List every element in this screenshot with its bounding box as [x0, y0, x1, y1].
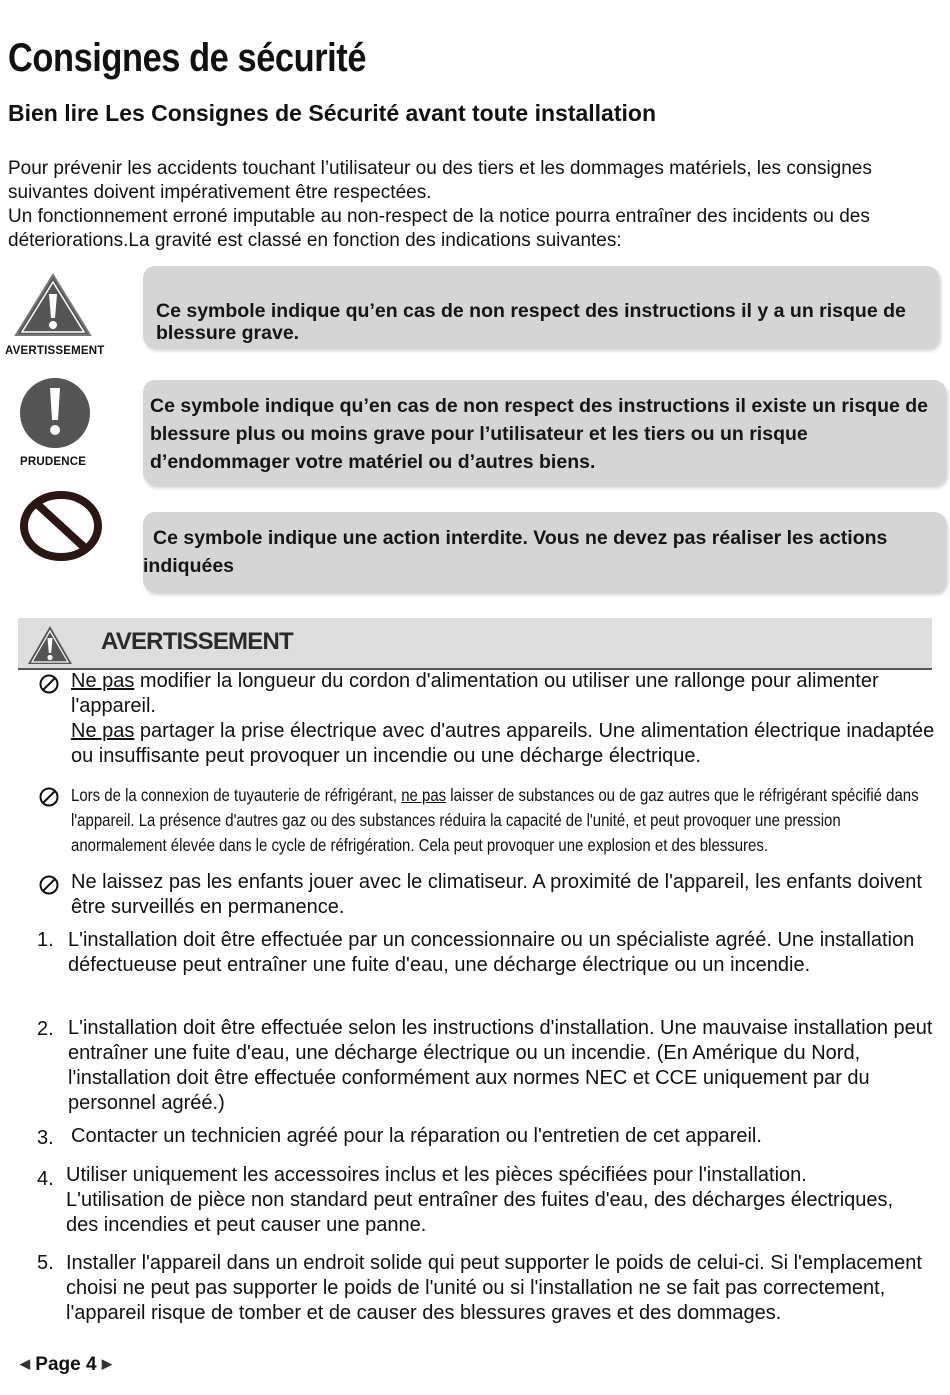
prohibition-emphasis: Ne pas: [71, 670, 135, 692]
prohibition-text: Lors de la connexion de tuyauterie de réfrigérant,: [71, 785, 402, 805]
page-subtitle: Bien lire Les Consignes de Sécurité avant toute installation: [8, 100, 656, 126]
prohibited-icon: [38, 786, 60, 808]
warning-section-header: [18, 618, 932, 670]
prohibition-text: partager la prise électrique avec d'autres appareils. Une alimentation électrique inadaptée ou insuffisante peut provoquer un incendie ou une décharge électrique.: [71, 720, 935, 767]
item-number: 4.: [37, 1168, 54, 1190]
warning-symbol-caption: AVERTISSEMENT: [5, 345, 105, 357]
warning-triangle-icon: [14, 272, 92, 338]
item-2-text: L'installation doit être effectuée selon les instructions d'installation. Une mauvaise installation peut entraîner une fuite d'eau, une décharge électrique ou un incendie. (En Amérique du Nord, l'installation doit être effectuée conformément aux normes NEC et CCE uniquement par du personnel agréé.): [68, 1017, 933, 1114]
page-number: Page 4: [35, 1354, 97, 1375]
prohibition-emphasis: Ne pas: [71, 720, 135, 742]
intro-paragraph-2: Un fonctionnement erroné imputable au non-respect de la notice pourra entraîner des incidents ou des déteriorations.La gravité est classé en fonction des indications suivantes:: [8, 206, 870, 251]
prohibition-text: modifier la longueur du cordon d'alimentation ou utiliser une rallonge pour alimenter l'appareil.: [71, 670, 879, 717]
prohibition-1-paragraph-2: [71, 719, 941, 769]
intro-paragraph-1: Pour prévenir les accidents touchant l’utilisateur ou des tiers et les dommages matériels, les consignes suivantes doivent impérativement être respectées.: [8, 158, 872, 203]
prohibition-text: laisser de substances ou de gaz autres que le réfrigérant spécifié dans l'appareil. La présence d'autres gaz ou des substances réduira la capacité de l'unité, et peut provoquer une pression anormalement élevée dans le cycle de réfrigération. Cela peut provoquer une explosion et des blessures.: [71, 785, 919, 855]
exclamation-circle-icon: [18, 376, 92, 450]
page-title: Consignes de sécurité: [8, 36, 367, 80]
item-4-text: Utiliser uniquement les accessoires inclus et les pièces spécifiées pour l'installation. L'utilisation de pièce non standard peut entraîner des fuites d'eau, des décharges électriques, des incendies et peut causer une panne.: [66, 1164, 894, 1236]
caution-symbol-caption: PRUDENCE: [20, 456, 87, 468]
warning-triangle-icon: [26, 624, 74, 666]
prohibition-1-paragraph-1: [71, 669, 941, 719]
prohibited-symbol-box: [143, 512, 946, 592]
prohibited-icon: [38, 874, 60, 896]
prohibited-icon: [38, 673, 60, 695]
warning-section-heading: AVERTISSEMENT: [101, 628, 293, 655]
item-5-text: Installer l'appareil dans un endroit solide qui peut supporter le poids de celui-ci. Si l'emplacement choisi ne peut pas supporter le poids de l'unité ou si l'installation ne se fait pas correctement, l'appareil risque de tomber et de causer des blessures graves et des dommages.: [66, 1252, 922, 1324]
warning-symbol-box: [143, 266, 939, 348]
item-number: 3.: [37, 1127, 54, 1149]
warning-symbol-text: Ce symbole indique qu’en cas de non respect des instructions il y a un risque de blessure grave.: [156, 300, 906, 344]
prohibition-3-text: Ne laissez pas les enfants jouer avec le climatiseur. A proximité de l'appareil, les enfants doivent être surveillés en permanence.: [71, 871, 922, 918]
arrow-left-icon[interactable]: ◀: [20, 1356, 30, 1371]
item-number: 2.: [37, 1018, 54, 1040]
prohibition-2-text: [71, 783, 935, 858]
prohibited-icon: [19, 490, 103, 562]
page-footer: [20, 1354, 112, 1376]
caution-symbol-text: Ce symbole indique qu’en cas de non respect des instructions il existe un risque de blessure plus ou moins grave pour l’utilisateur et les tiers ou un risque d’endommager votre matériel ou d’autres biens.: [150, 395, 929, 473]
prohibition-emphasis: ne pas: [401, 785, 447, 805]
item-3-text: Contacter un technicien agréé pour la réparation ou l'entretien de cet appareil.: [71, 1125, 762, 1147]
arrow-right-icon[interactable]: ▶: [101, 1356, 112, 1371]
caution-symbol-box: [143, 380, 946, 485]
item-1-text: L'installation doit être effectuée par un concessionnaire ou un spécialiste agréé. Une installation défectueuse peut entraîner une fuite d'eau, une décharge électrique ou un incendie.: [68, 929, 915, 976]
item-number: 5.: [37, 1252, 54, 1274]
item-number: 1.: [37, 929, 54, 951]
prohibited-symbol-text: Ce symbole indique une action interdite. Vous ne devez pas réaliser les actions indiquées: [143, 527, 888, 577]
